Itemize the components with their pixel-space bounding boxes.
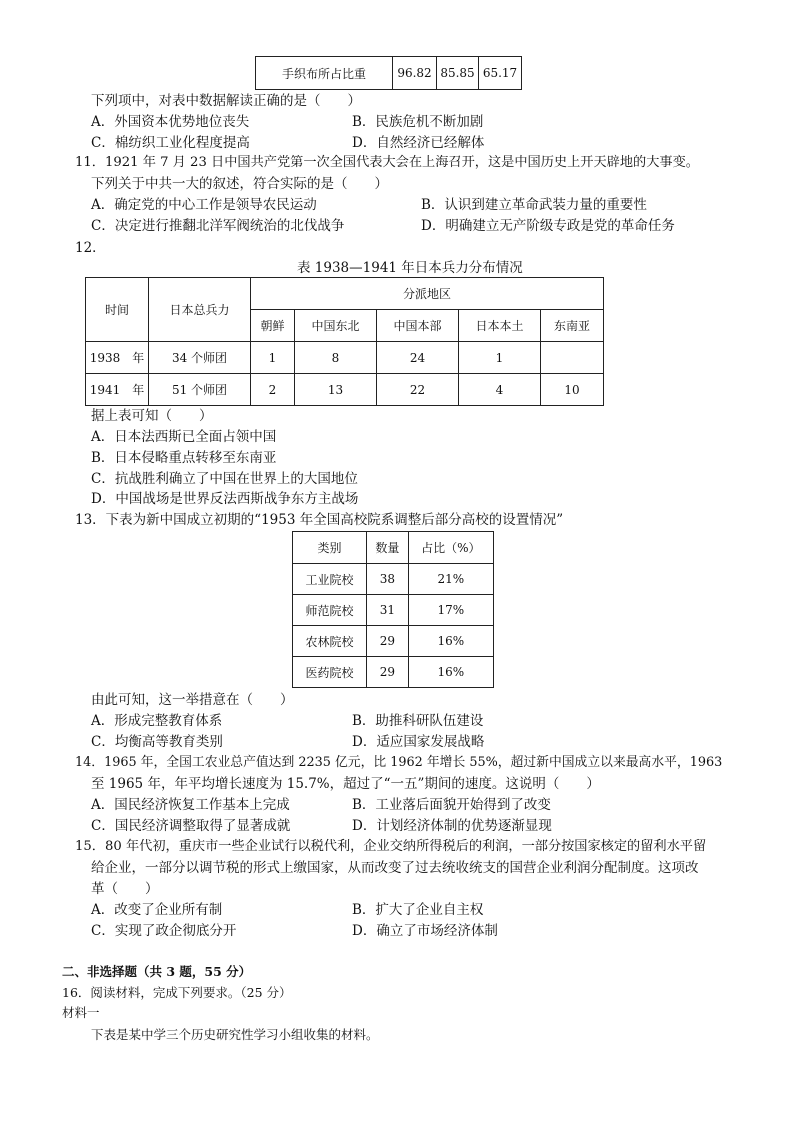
q12-table xyxy=(85,277,604,406)
table-row xyxy=(256,57,522,90)
q15-line2: 给企业，一部分以调节税的形式上缴国家，从而改变了过去统收统支的国营企业利润分配制度。这项改 xyxy=(91,860,699,876)
table-cell: 34 个师团 xyxy=(149,342,251,374)
q12-option-b[interactable]: B．日本侵略重点转移至东南亚 xyxy=(91,450,277,466)
header-sub: 中国本部 xyxy=(377,310,459,342)
q15-line1: 15．80 年代初，重庆市一些企业试行以税代利，企业交纳所得税后的利润，一部分按国家核定的留利水平留 xyxy=(75,839,707,854)
header-region: 分派地区 xyxy=(251,278,604,310)
table-cell: 4 xyxy=(459,374,541,406)
q11-stem: 下列关于中共一大的叙述，符合实际的是（ ） xyxy=(91,176,388,192)
q11-option-a[interactable]: A．确定党的中心工作是领导农民运动 xyxy=(91,197,317,213)
table-cell: 85.85 xyxy=(437,57,479,90)
q14-option-d[interactable]: D．计划经济体制的优势逐渐显现 xyxy=(352,818,552,834)
table-cell: 1 xyxy=(251,342,295,374)
header-total: 日本总兵力 xyxy=(149,278,251,342)
top-table xyxy=(255,56,522,90)
q11-line1: 11．1921 年 7 月 23 日中国共产党第一次全国代表大会在上海召开，这是中国历史上开天辟地的大事变。 xyxy=(75,155,699,170)
table-cell: 65.17 xyxy=(479,57,522,90)
q14-option-b[interactable]: B．工业落后面貌开始得到了改变 xyxy=(352,797,551,813)
table-cell: 1941 年 xyxy=(86,374,149,406)
q15-option-c[interactable]: C．实现了政企彻底分开 xyxy=(91,923,237,939)
q12-option-d[interactable]: D．中国战场是世界反法西斯战争东方主战场 xyxy=(91,491,359,507)
table-cell: 13 xyxy=(295,374,377,406)
q12-table-title: 表 1938—1941 年日本兵力分布情况 xyxy=(297,260,523,276)
table-cell: 17% xyxy=(408,595,493,626)
material-label: 材料一 xyxy=(62,1005,100,1020)
table-header: 类别 xyxy=(293,532,367,564)
q11-option-c[interactable]: C．决定进行推翻北洋军阀统治的北伐战争 xyxy=(91,218,345,234)
q13-table xyxy=(292,531,494,688)
q12-option-c[interactable]: C．抗战胜利确立了中国在世界上的大国地位 xyxy=(91,471,358,487)
q13-option-c[interactable]: C．均衡高等教育类别 xyxy=(91,734,223,750)
table-row xyxy=(293,532,494,564)
q10-option-a[interactable]: A．外国资本优势地位丧失 xyxy=(91,114,250,130)
table-cell: 2 xyxy=(251,374,295,406)
table-cell: 96.82 xyxy=(393,57,437,90)
table-cell: 22 xyxy=(377,374,459,406)
q16-stem: 16．阅读材料，完成下列要求。（25 分） xyxy=(62,985,292,1000)
q10-option-c[interactable]: C．棉纺织工业化程度提高 xyxy=(91,135,250,151)
table-cell: 21% xyxy=(408,564,493,595)
table-header: 占比（%） xyxy=(408,532,493,564)
table-cell: 16% xyxy=(408,657,493,688)
table-cell: 1938 年 xyxy=(86,342,149,374)
table-row xyxy=(293,564,494,595)
header-time: 时间 xyxy=(86,278,149,342)
q12-number: 12． xyxy=(75,240,106,256)
table-cell: 29 xyxy=(367,657,409,688)
table-row xyxy=(86,278,604,310)
header-sub: 朝鲜 xyxy=(251,310,295,342)
q10-option-b[interactable]: B．民族危机不断加剧 xyxy=(352,114,484,130)
q12-stem: 据上表可知（ ） xyxy=(91,408,213,424)
table-cell: 8 xyxy=(295,342,377,374)
table-cell: 医药院校 xyxy=(293,657,367,688)
table-cell: 38 xyxy=(367,564,409,595)
table-row xyxy=(293,657,494,688)
q13-line1: 13．下表为新中国成立初期的“1953 年全国高校院系调整后部分高校的设置情况” xyxy=(75,512,564,528)
header-sub: 日本本土 xyxy=(459,310,541,342)
table-cell: 24 xyxy=(377,342,459,374)
table-cell: 10 xyxy=(541,374,604,406)
q15-line3: 革（ ） xyxy=(91,881,159,897)
table-row xyxy=(293,626,494,657)
q12-option-a[interactable]: A．日本法西斯已全面占领中国 xyxy=(91,429,277,445)
q13-option-d[interactable]: D．适应国家发展战略 xyxy=(352,734,485,750)
q13-option-a[interactable]: A．形成完整教育体系 xyxy=(91,713,223,729)
table-cell: 师范院校 xyxy=(293,595,367,626)
q15-option-b[interactable]: B．扩大了企业自主权 xyxy=(352,902,484,918)
q11-option-b[interactable]: B．认识到建立革命武装力量的重要性 xyxy=(421,197,647,213)
section2-heading: 二、非选择题（共 3 题，55 分） xyxy=(62,964,252,979)
q15-option-d[interactable]: D．确立了市场经济体制 xyxy=(352,923,498,939)
q13-option-b[interactable]: B．助推科研队伍建设 xyxy=(352,713,484,729)
table-cell: 农林院校 xyxy=(293,626,367,657)
q14-option-c[interactable]: C．国民经济调整取得了显著成就 xyxy=(91,818,291,834)
table-row xyxy=(86,342,604,374)
table-cell: 51 个师团 xyxy=(149,374,251,406)
q13-stem: 由此可知，这一举措意在（ ） xyxy=(91,692,294,708)
table-cell: 1 xyxy=(459,342,541,374)
header-sub: 东南亚 xyxy=(541,310,604,342)
table-cell: 16% xyxy=(408,626,493,657)
q14-option-a[interactable]: A．国民经济恢复工作基本上完成 xyxy=(91,797,290,813)
table-cell: 手织布所占比重 xyxy=(256,57,393,90)
q14-line1: 14．1965 年，全国工农业总产值达到 2235 亿元，比 1962 年增长 55%，超过新中国成立以来最高水平，1963 xyxy=(75,755,723,770)
header-sub: 中国东北 xyxy=(295,310,377,342)
table-cell: 工业院校 xyxy=(293,564,367,595)
q10-stem: 下列项中，对表中数据解读正确的是（ ） xyxy=(91,93,361,109)
table-header: 数量 xyxy=(367,532,409,564)
q15-option-a[interactable]: A．改变了企业所有制 xyxy=(91,902,223,918)
q14-line2: 至 1965 年，年平均增长速度为 15.7%，超过了“一五”期间的速度。这说明（ ） xyxy=(91,776,600,792)
table-row xyxy=(86,374,604,406)
table-cell xyxy=(541,342,604,374)
table-cell: 29 xyxy=(367,626,409,657)
q11-option-d[interactable]: D．明确建立无产阶级专政是党的革命任务 xyxy=(421,218,675,234)
table-cell: 31 xyxy=(367,595,409,626)
material-intro: 下表是某中学三个历史研究性学习小组收集的材料。 xyxy=(91,1027,379,1042)
q10-option-d[interactable]: D．自然经济已经解体 xyxy=(352,135,485,151)
table-row xyxy=(293,595,494,626)
